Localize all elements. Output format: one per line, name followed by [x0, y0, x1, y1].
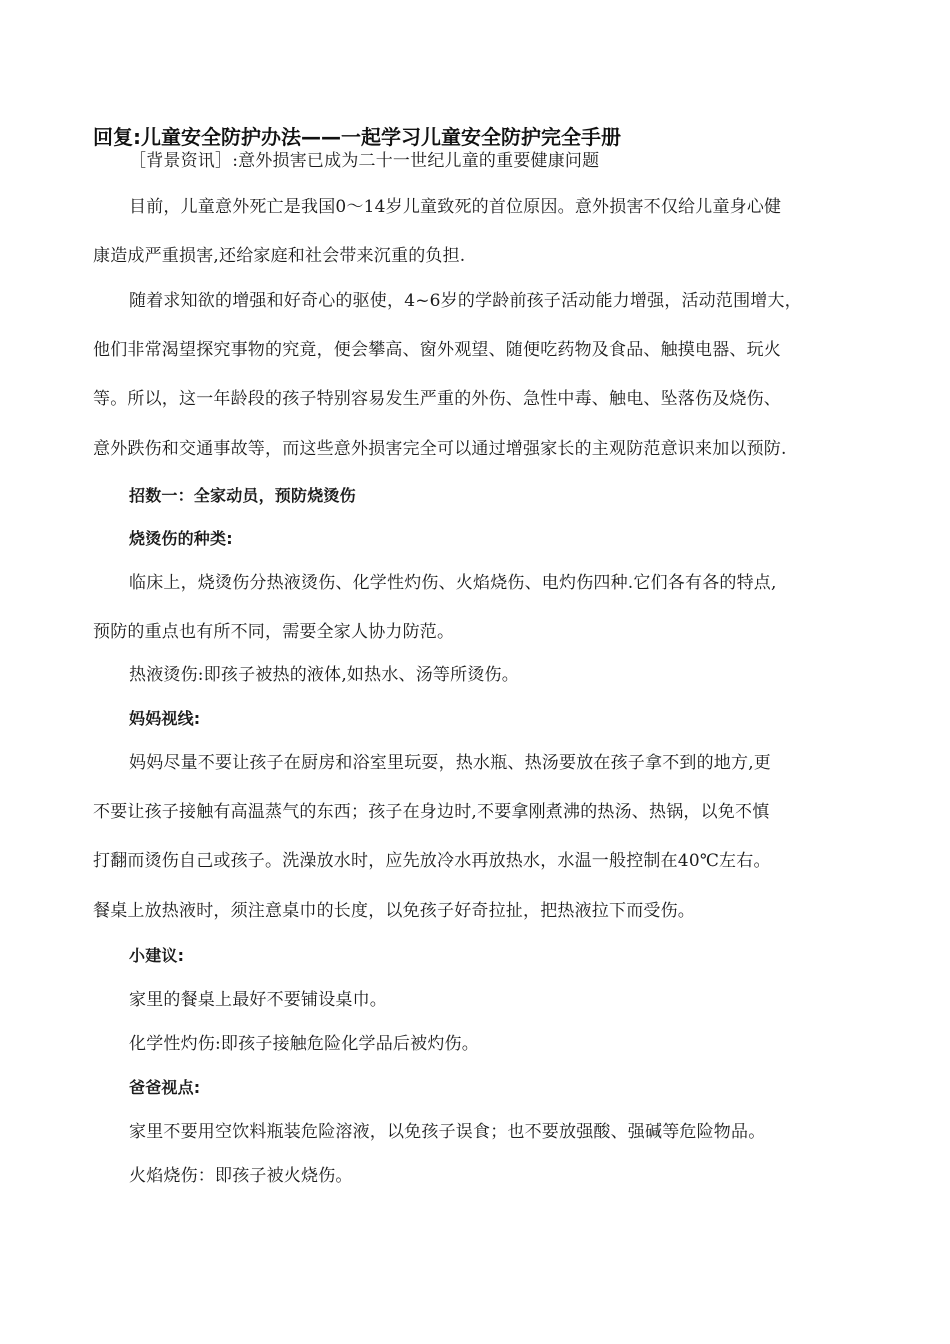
background-info-line: ［背景资讯］:意外损害已成为二十一世纪儿童的重要健康问题 [129, 151, 600, 171]
paragraph-line: 意外跌伤和交通事故等，而这些意外损害完全可以通过增强家长的主观防范意识来加以预防. [93, 439, 787, 459]
paragraph-line: 随着求知欲的增强和好奇心的驱使，4~6岁的学龄前孩子活动能力增强，活动范围增大， [129, 291, 802, 311]
document-title: 回复:儿童安全防护办法——一起学习儿童安全防护完全手册 [93, 125, 621, 149]
subsection-heading: 小建议: [129, 946, 185, 965]
paragraph-line: 康造成严重损害,还给家庭和社会带来沉重的负担. [93, 246, 466, 266]
paragraph-line: 临床上，烧烫伤分热液烫伤、化学性灼伤、火焰烧伤、电灼伤四种.它们各有各的特点, [129, 573, 777, 593]
paragraph-line: 化学性灼伤:即孩子接触危险化学品后被灼伤。 [129, 1034, 479, 1054]
paragraph-line: 家里不要用空饮料瓶装危险溶液，以免孩子误食；也不要放强酸、强碱等危险物品。 [129, 1122, 766, 1142]
paragraph-line: 热液烫伤:即孩子被热的液体,如热水、汤等所烫伤。 [129, 665, 519, 685]
paragraph-line: 打翻而烫伤自己或孩子。洗澡放水时，应先放冷水再放热水，水温一般控制在40℃左右。 [93, 851, 771, 871]
paragraph-line: 火焰烧伤：即孩子被火烧伤。 [129, 1166, 353, 1186]
paragraph-line: 他们非常渴望探究事物的究竟，便会攀高、窗外观望、随便吃药物及食品、触摸电器、玩火 [93, 340, 781, 360]
paragraph-line: 妈妈尽量不要让孩子在厨房和浴室里玩耍，热水瓶、热汤要放在孩子拿不到的地方,更 [129, 753, 772, 773]
subsection-heading: 妈妈视线: [129, 709, 201, 728]
paragraph-line: 家里的餐桌上最好不要铺设桌巾。 [129, 990, 387, 1010]
paragraph-line: 等。所以，这一年龄段的孩子特别容易发生严重的外伤、急性中毒、触电、坠落伤及烧伤、 [93, 389, 781, 409]
subsection-heading: 爸爸视点: [129, 1078, 201, 1097]
paragraph-line: 目前，儿童意外死亡是我国0～14岁儿童致死的首位原因。意外损害不仅给儿童身心健 [129, 197, 782, 217]
paragraph-line: 预防的重点也有所不同，需要全家人协力防范。 [93, 622, 455, 642]
section-heading: 招数一：全家动员，预防烧烫伤 [129, 486, 356, 505]
paragraph-line: 餐桌上放热液时，须注意桌巾的长度，以免孩子好奇拉扯，把热液拉下而受伤。 [93, 901, 695, 921]
paragraph-line: 不要让孩子接触有高温蒸气的东西；孩子在身边时,不要拿刚煮沸的热汤、热锅，以免不慎 [93, 802, 770, 822]
subsection-heading: 烧烫伤的种类: [129, 529, 233, 548]
